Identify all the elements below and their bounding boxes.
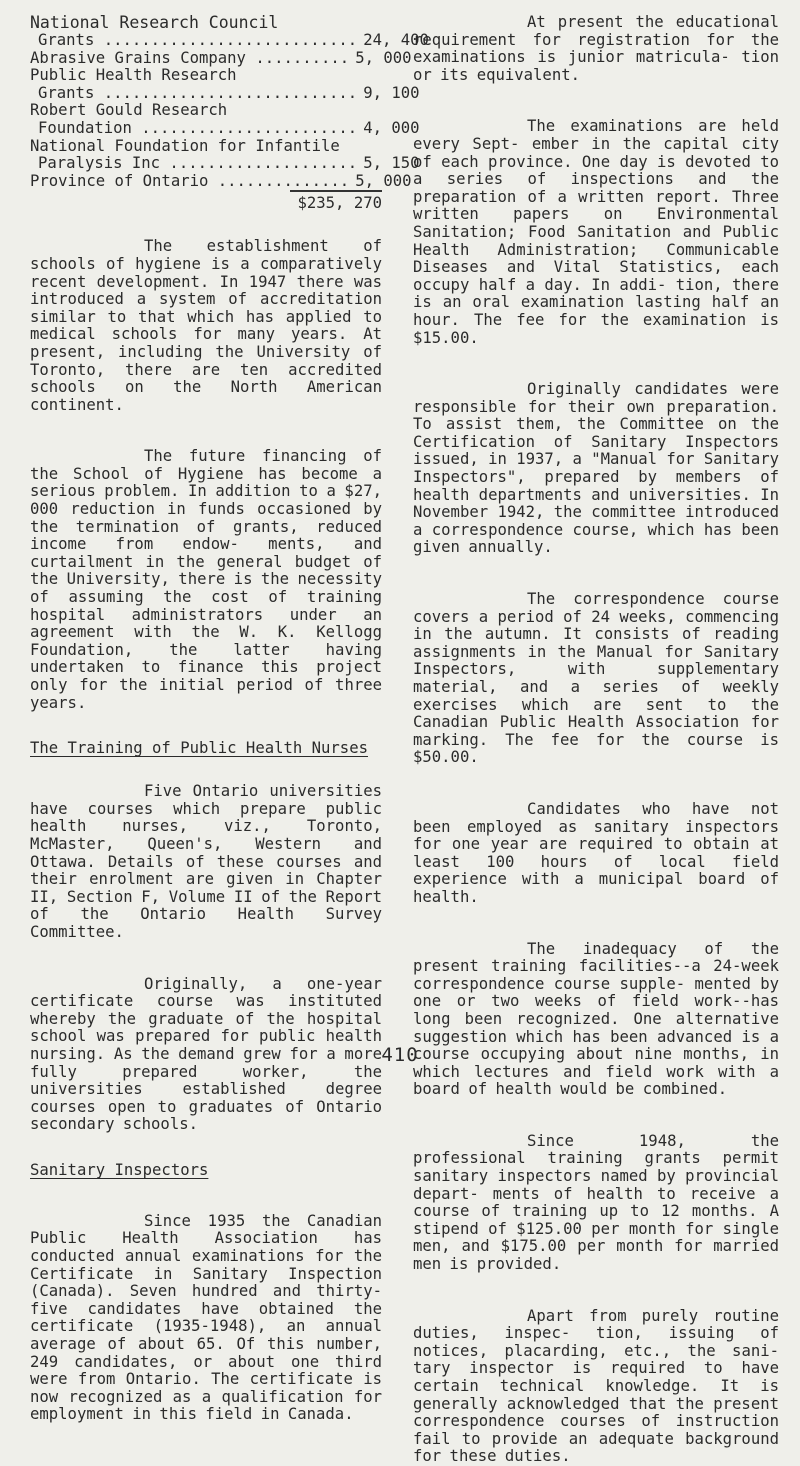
right-column bbox=[413, 14, 779, 1466]
funding-row bbox=[30, 171, 412, 191]
funding-row bbox=[30, 48, 412, 68]
funding-row bbox=[30, 31, 429, 50]
paragraph-nursing-courses: Five Ontario universities have courses which prepare public health nurses, viz., Toronto, McMaster, Queen's, Western and Ottawa. Details of these courses and their enrolment are given in Chapter II, Section F, Volume II of the Report of the Ontario Health Survey Committee. bbox=[30, 782, 382, 941]
funding-row-name: Robert Gould Research bbox=[30, 101, 228, 120]
funding-table bbox=[30, 13, 429, 213]
page-number: 410 bbox=[381, 1044, 419, 1066]
paragraph-educational-requirement: At present the educational requirement for registration for the examinations is junior matricula- tion or its equivalent. bbox=[413, 13, 779, 84]
paragraph-school-financing: The future financing of the School of Hygiene has become a serious problem. In addition to a $27, 000 reduction in funds occasioned by the termination of grants, reduced income from endow- ments, and curtailment in the general budget of the University, there is the necessity of assuming the cost of training hospital administrators under an agreement with the W. K. Kellogg Foundation, the latter having undertaken to finance this project only for the initial period of three years. bbox=[30, 447, 382, 712]
paragraph-certificate-course: Originally, a one-year certificate course was instituted whereby the graduate of the hospital school was prepared for public health nursing. As the demand grew for a more fully prepared worker, the universities established degree courses open to graduates of Ontario secondary schools. bbox=[30, 974, 382, 1134]
paragraph-technical-knowledge: Apart from purely routine duties, inspec- tion, issuing of notices, placarding, etc., the sani- tary inspector is required to have certain technical knowledge. It is generally acknowledged that the present correspondence courses of instruction fail to provide an adequate background for these duties. bbox=[413, 1306, 779, 1466]
funding-row bbox=[30, 102, 382, 120]
funding-row-amount: 5, 150 bbox=[363, 154, 420, 173]
paragraph-correspondence-course: The correspondence course covers a period of 24 weeks, commencing in the autumn. It consists of reading assignments in the Manual for Sanitary Inspectors, with supplementary material, and a series of weekly exercises which are sent to the Canadian Public Health Association for marking. The fee for the course is $50.00. bbox=[413, 590, 779, 767]
funding-row-name: Grants ........................... bbox=[38, 83, 358, 102]
funding-row-amount: 24, 400 bbox=[363, 31, 429, 49]
funding-title: National Research Council bbox=[30, 13, 279, 32]
funding-row-amount: 5, 000 bbox=[355, 48, 412, 67]
funding-row-amount bbox=[376, 102, 382, 120]
funding-total: $235, 270 bbox=[290, 190, 382, 212]
funding-row-amount bbox=[376, 138, 382, 156]
funding-row bbox=[30, 67, 382, 85]
funding-row-name: National Foundation for Infantile bbox=[30, 136, 340, 155]
funding-rows bbox=[30, 31, 429, 190]
paragraph-cpha-examinations: Since 1935 the Canadian Public Health Association has conducted annual examinations for the Certificate in Sanitary Inspection (Canada). Seven hundred and thirty-five candidates have obtained the certificate (1935-1948), an annual average of about 65. Of this number, 249 candidates, or about one third were from Ontario. The certificate is now recognized as a qualification for employment in this field in Canada. bbox=[30, 1211, 382, 1424]
paragraph-inadequacy: The inadequacy of the present training facilities--a 24-week correspondence course supple- mented by one or two weeks of field work--has long been recognized. One alternative suggestion which has been advanced is a course occupying about nine months, in which lectures and field work with a board of health would be combined. bbox=[413, 939, 779, 1099]
funding-row-amount: 4, 000 bbox=[363, 118, 420, 137]
funding-row-amount bbox=[376, 67, 382, 85]
funding-row-name: Public Health Research bbox=[30, 66, 237, 85]
funding-row bbox=[30, 83, 420, 103]
funding-row-name: Paralysis Inc .................... bbox=[38, 154, 358, 173]
paragraph-examinations: The examinations are held every Sept- ember in the capital city of each province. One day is devoted to a series of inspections and the preparation of a written report. Three written papers on Environmental Sanitation; Food Sanitation and Public Health Administration; Communicable Diseases and Vital Statistics, each occupy half a day. In addi- tion, there is an oral examination lasting half an hour. The fee for the examination is $15.00. bbox=[413, 117, 779, 347]
paragraph-schools-of-hygiene: The establishment of schools of hygiene is a comparatively recent development. In 1947 there was introduced a system of accreditation similar to that which has applied to medical schools for many years. At present, including the University of Toronto, there are ten accredited schools on the North American continent. bbox=[30, 237, 382, 414]
heading-sanitary-inspectors: Sanitary Inspectors bbox=[30, 1160, 209, 1179]
paragraph-training-grants: Since 1948, the professional training grants permit sanitary inspectors named by provincial depart- ments of health to receive a course of training up to 12 months. A stipend of $125.00 per month for single men, and $175.00 per month for married men is provided. bbox=[413, 1131, 779, 1274]
funding-row bbox=[30, 154, 420, 173]
paragraph-field-experience: Candidates who have not been employed as sanitary inspectors for one year are required to obtain at least 100 hours of local field experience with a municipal board of health. bbox=[413, 799, 779, 906]
funding-row bbox=[30, 118, 420, 138]
funding-row-name: Grants ........................... bbox=[38, 31, 358, 49]
funding-row-name: Province of Ontario .............. bbox=[30, 171, 350, 190]
funding-row-amount: 5, 000 bbox=[355, 171, 412, 190]
funding-row-name: Abrasive Grains Company .......... bbox=[30, 48, 350, 67]
funding-row bbox=[30, 138, 382, 156]
funding-row-name: Foundation ....................... bbox=[38, 118, 358, 137]
heading-public-health-nurses: The Training of Public Health Nurses bbox=[30, 739, 368, 758]
funding-row-amount: 9, 100 bbox=[363, 83, 420, 102]
paragraph-manual: Originally candidates were responsible for their own preparation. To assist them, the Committee on the Certification of Sanitary Inspectors issued, in 1937, a "Manual for Sanitary Inspectors", prepared by members of health departments and universities. In November 1942, the committee introduced a correspondence course, which has been given annually. bbox=[413, 380, 779, 557]
